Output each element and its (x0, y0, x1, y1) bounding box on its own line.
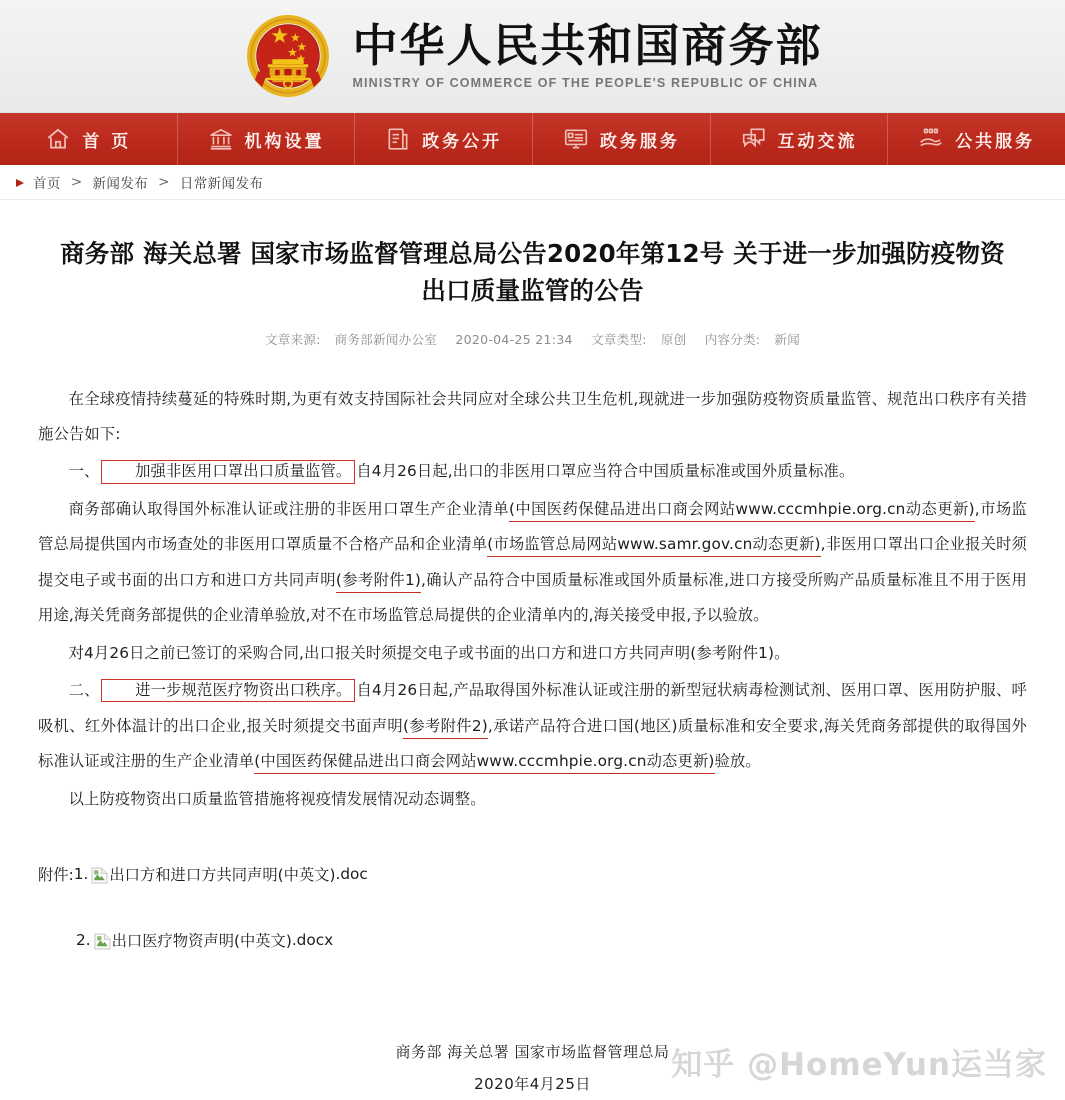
breadcrumb (0, 165, 1065, 200)
attachment-1-number: 1. (73, 865, 89, 884)
breadcrumb-item-news[interactable]: 新闻发布 (92, 176, 149, 192)
home-icon (45, 126, 71, 152)
section-one-text: 自4月26日起,出口的非医用口罩应当符合中国质量标准或国外质量标准。 (356, 462, 855, 481)
section-one-number: 一、 (68, 462, 100, 481)
signature-issuers: 商务部 海关总署 国家市场监督管理总局 (395, 1043, 670, 1062)
site-masthead (0, 0, 1065, 113)
broken-image-icon (94, 933, 111, 950)
mofcom-list-text-a: 商务部确认取得国外标准认证或注册的非医用口罩生产企业清单 (68, 499, 509, 518)
paragraph-mofcom-list (38, 492, 1027, 634)
nav-label-home: 首 页 (82, 131, 132, 152)
breadcrumb-item-daily-news[interactable]: 日常新闻发布 (179, 176, 264, 192)
section-two-underline-2: (中国医药保健品进出口商会网站www.cccmhpie.org.cn动态更新) (254, 752, 714, 774)
mofcom-list-underline-2: (市场监管总局网站www.samr.gov.cn动态更新) (487, 535, 820, 557)
attachments-label: 附件: (38, 866, 74, 885)
mofcom-list-text-c: ,非医用口罩出口企业报关时须提交电子或书面的出口方和进口方共同声明 (38, 535, 1028, 589)
document-icon (385, 126, 411, 152)
nav-label-interaction: 互动交流 (777, 131, 858, 152)
nav-item-government-affairs[interactable] (355, 113, 533, 165)
meta-category-value: 新闻 (774, 331, 801, 347)
paragraph-prior-contracts: 对4月26日之前已签订的采购合同,出口报关时须提交电子或书面的出口方和进口方共同声明(参考附件1)。 (68, 643, 790, 662)
china-national-emblem-icon (242, 10, 334, 102)
attachments-section (38, 863, 1027, 951)
section-two-text-b: ,承诺产品符合进口国(地区)质量标准和安全要求,海关凭商务部提供的取得国外标准认证或注册的生产企业清单 (38, 716, 1027, 771)
attachment-2-name[interactable]: 出口医疗物资声明(中英文) (111, 932, 292, 951)
meta-type-value: 原创 (660, 331, 687, 347)
masthead-text (352, 18, 823, 91)
section-two-highlight-box: 进一步规范医疗物资出口秩序。 (101, 679, 356, 702)
nav-item-home[interactable] (0, 113, 178, 165)
paragraph-intro: 在全球疫情持续蔓延的特殊时期,为更有效支持国际社会共同应对全球公共卫生危机,现就进一步加强防疫物资质量监管、规范出口秩序有关措施公告如下: (38, 389, 1027, 443)
page-title: 商务部 海关总署 国家市场监督管理总局公告2020年第12号 关于进一步加强防疫物资出口质量监管的公告 (60, 239, 1005, 305)
meta-type-label: 文章类型: (591, 331, 647, 347)
monitor-icon (563, 126, 589, 152)
masthead-inner (242, 10, 822, 102)
nav-item-interaction[interactable] (711, 113, 889, 165)
attachment-1-name[interactable]: 出口方和进口方共同声明(中英文) (109, 866, 336, 885)
red-arrow-icon (14, 176, 26, 188)
nav-label-government-affairs: 政务公开 (422, 131, 503, 152)
breadcrumb-separator-2: > (158, 174, 170, 190)
mofcom-list-text-d: ,确认产品符合中国质量标准或国外质量标准,进口方接受所购产品质量标准且不用于医用用途,海关凭商务部提供的企业清单验放,对不在市场监管总局提供的企业清单内的,海关接受申报,予以验放。 (38, 570, 1028, 625)
attachment-row-2 (38, 929, 1027, 951)
site-name-cn: 中华人民共和国商务部 (352, 18, 823, 72)
paragraph-closing: 以上防疫物资出口质量监管措施将视疫情发展情况动态调整。 (68, 789, 486, 808)
section-two-underline-1: (参考附件2) (403, 717, 488, 739)
nav-item-public-services[interactable] (888, 113, 1065, 165)
meta-source-label: 文章来源: (264, 331, 321, 347)
broken-image-icon (91, 867, 108, 884)
section-two-text-c: 验放。 (714, 752, 761, 771)
meta-category-label: 内容分类: (704, 331, 761, 347)
site-name-en: MINISTRY OF COMMERCE OF THE PEOPLE'S REPUBLIC OF CHINA (352, 76, 819, 91)
section-one-highlight-box: 加强非医用口罩出口质量监管。 (101, 460, 356, 483)
signature-date: 2020年4月25日 (474, 1074, 591, 1093)
attachment-2-ext[interactable]: .docx (291, 931, 334, 950)
mofcom-list-text-b: ,市场监管总局提供国内市场查处的非医用口罩质量不合格产品和企业清单 (38, 499, 1027, 554)
article-metadata (38, 330, 1027, 348)
chat-icon (741, 126, 767, 152)
nav-label-public-services: 公共服务 (955, 131, 1036, 152)
attachment-1-ext[interactable]: .doc (335, 865, 368, 884)
attachment-2-number: 2. (76, 931, 91, 950)
nav-item-government-services[interactable] (533, 113, 711, 165)
nav-label-institutions: 机构设置 (244, 131, 325, 152)
breadcrumb-separator-1: > (70, 174, 83, 190)
meta-source-value: 商务部新闻办公室 (334, 331, 438, 347)
paragraph-section-two (38, 673, 1027, 779)
section-two-text: 自4月26日起,产品取得国外标准认证或注册的新型冠状病毒检测试剂、医用口罩、医用防护服、呼吸机、红外体温计的出口企业,报关时须提交书面声明 (38, 681, 1027, 735)
bank-icon (208, 126, 234, 152)
article-body (0, 236, 1065, 1100)
mofcom-list-underline-3: (参考附件1) (336, 571, 421, 593)
article-content (38, 382, 1027, 818)
mofcom-list-underline-1: (中国医药保健品进出口商会网站www.cccmhpie.org.cn动态更新) (509, 500, 975, 522)
paragraph-section-one (38, 454, 1027, 489)
nav-label-government-services: 政务服务 (599, 131, 680, 152)
watermark: 知乎 @HomeYun运当家 (671, 1047, 1047, 1084)
hand-icon (918, 126, 944, 152)
attachment-row-1 (38, 863, 1027, 885)
section-two-number: 二、 (68, 681, 100, 700)
signature-block (38, 1037, 1027, 1100)
breadcrumb-item-home[interactable]: 首页 (33, 176, 61, 192)
meta-datetime: 2020-04-25 21:34 (455, 331, 573, 347)
nav-item-institutions[interactable] (178, 113, 356, 165)
main-navigation (0, 113, 1065, 165)
